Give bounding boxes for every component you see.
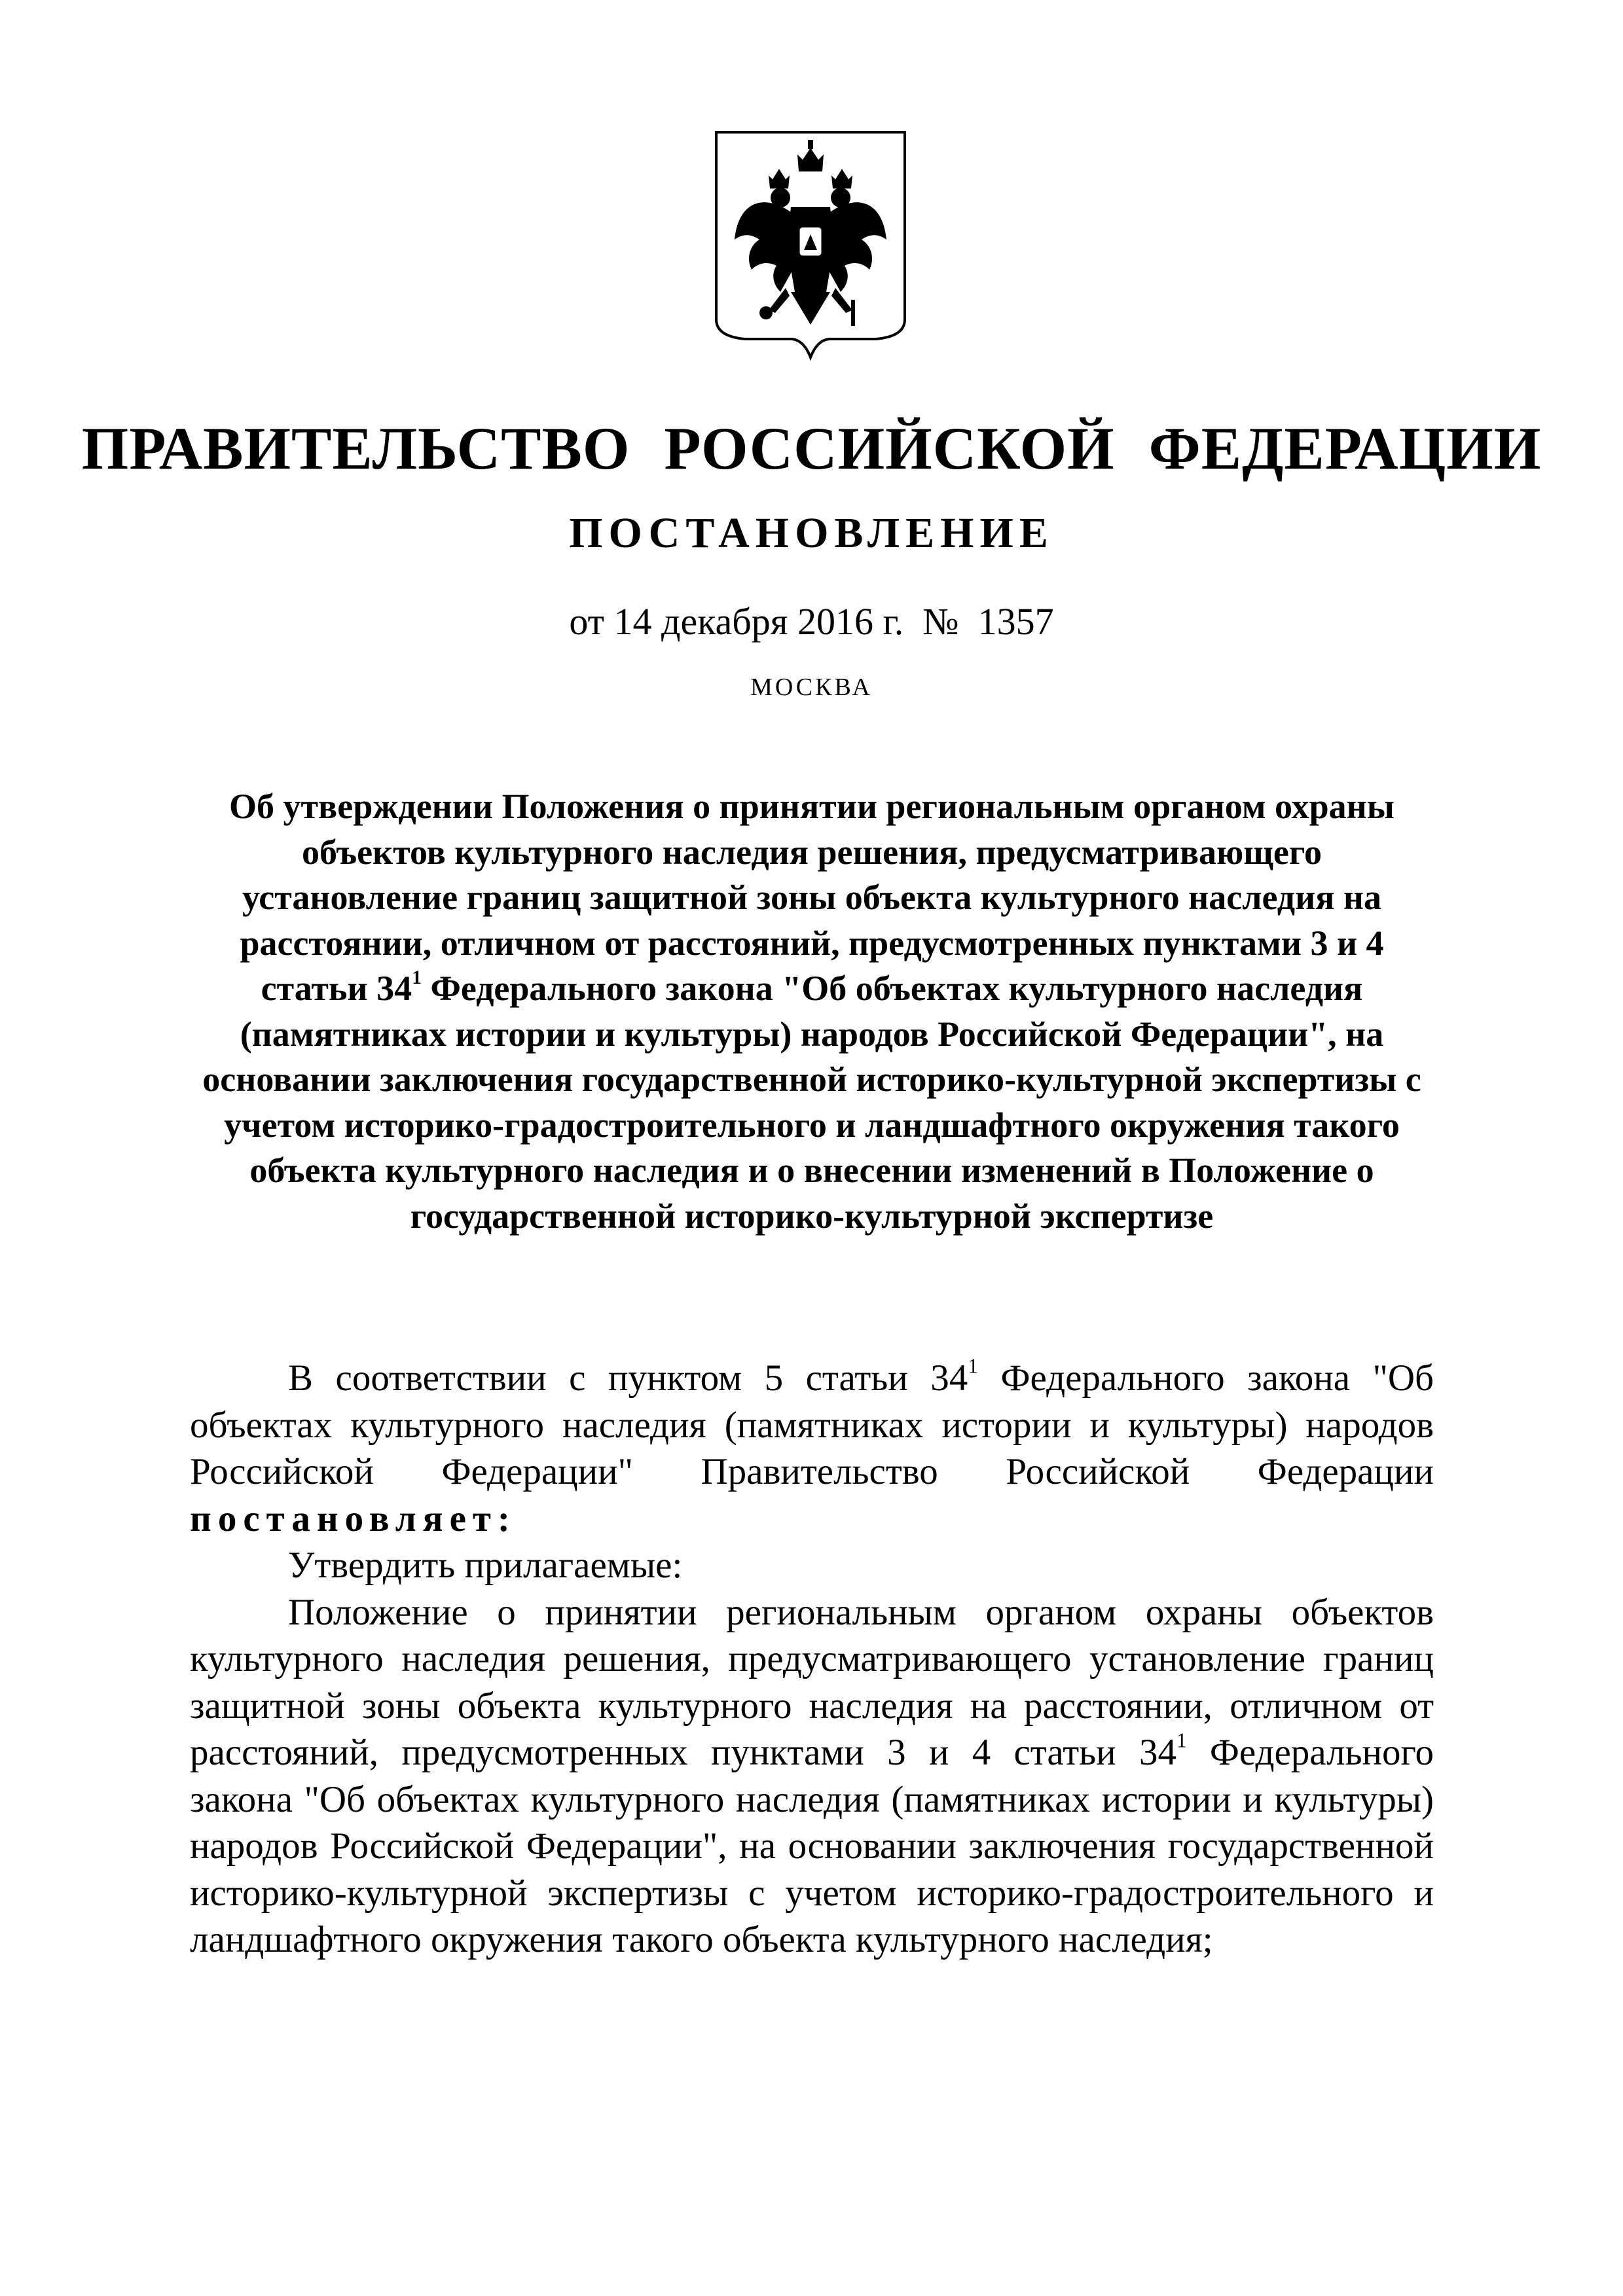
decree-word: постановляет: (190, 1498, 517, 1539)
p3-text-part1: Положение о принятии региональным органом охраны объектов культурного наследия решения, предусматривающего установление границ защитной зоны объекта культурного наследия на расстоянии, отличном от расстояний, предусмотренных пунктами 3 и 4 статьи 34 (190, 1591, 1434, 1773)
p3-superscript: 1 (1176, 1729, 1187, 1752)
body-paragraph-2: Утвердить прилагаемые: (288, 1545, 683, 1586)
body-paragraph-1 (190, 1355, 1434, 1542)
number-sign: № (922, 600, 959, 643)
document-body (190, 1355, 1434, 1964)
document-date: 14 декабря 2016 г. (613, 600, 904, 643)
p3-text-part2: Федерального закона "Об объектах культурного наследия (памятниках истории и культуры) народов Российской Федерации", на основании заключения государственной историко-культурной экспертизы с учетом историко-градостроительного и ландшафтного окружения такого объекта культурного наследия; (190, 1732, 1434, 1960)
document-city: МОСКВА (750, 673, 873, 701)
document-type: ПОСТАНОВЛЕНИЕ (569, 509, 1054, 557)
p1-superscript: 1 (968, 1354, 978, 1378)
document-subject (190, 784, 1434, 1239)
document-date-number (0, 596, 1623, 648)
p1-text-part2: Федерального закона "Об объектах культурного наследия (памятниках истории и культуры) народов Российской Федерации" Правительство Российской Федерации (190, 1357, 1434, 1492)
body-paragraph-3 (190, 1589, 1434, 1964)
organization-title: ПРАВИТЕЛЬСТВО РОССИЙСКОЙ ФЕДЕРАЦИИ (81, 415, 1542, 482)
subject-superscript: 1 (412, 967, 422, 988)
date-prefix: от (569, 600, 604, 643)
subject-text-part2: Федерального закона "Об объектах культурного наследия (памятниках истории и культуры) народов Российской Федерации", на основании заключения государственной историко-культурной экспертизы с учетом историко-градостроительного и ландшафтного окружения такого объекта культурного наследия и о внесении изменений в Положение о государственной историко-культурной экспертизе (202, 969, 1421, 1236)
p1-text-part1: В соответствии с пунктом 5 статьи 34 (288, 1357, 968, 1399)
russian-coat-of-arms-icon (712, 128, 909, 364)
document-number: 1357 (977, 600, 1054, 643)
subject-text-part1: Об утверждении Положения о принятии региональным органом охраны объектов культурного наследия решения, предусматривающего установление границ защитной зоны объекта культурного наследия на расстоянии, отличном от расстояний, предусмотренных пунктами 3 и 4 статьи 34 (229, 787, 1395, 1008)
